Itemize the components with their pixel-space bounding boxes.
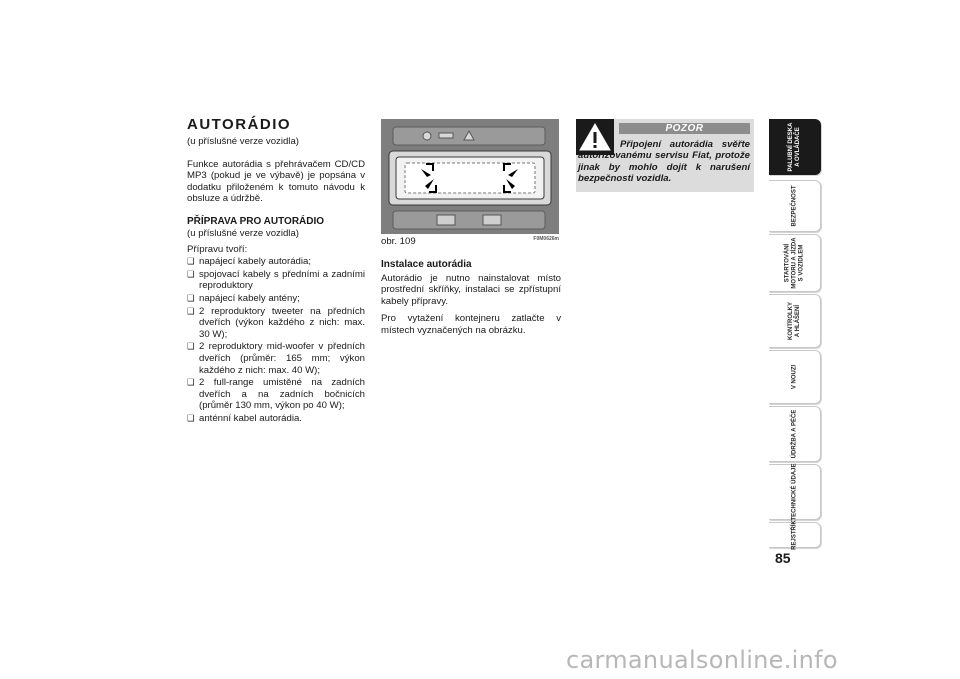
- warning-title: POZOR: [619, 123, 750, 134]
- tab-v-nouzi[interactable]: [769, 350, 821, 404]
- tab-label: KONTROLKY A HLÁŠENÍ: [787, 302, 801, 340]
- install-paragraph-1: Autorádio je nutno nainstalovat místo prostřední skříňky, instalaci se zpřístupní kabely přípravy.: [381, 272, 561, 307]
- section-intro: Funkce autorádia s přehrávačem CD/CD MP3 (pokud je ve výbavě) je popsána v dodatku přiloženém k tomuto návodu k obsluze a údržbě.: [187, 158, 365, 205]
- list-item: ❑ napájecí kabely autorádia;: [187, 256, 365, 268]
- tab-label: V NOUZI: [791, 364, 797, 390]
- watermark: carmanualsonline.info: [566, 646, 838, 674]
- radio-panel-illustration: [381, 119, 559, 234]
- tab-startovani[interactable]: [769, 234, 821, 292]
- install-heading: Instalace autorádia: [381, 259, 472, 270]
- page-number: 85: [775, 550, 791, 566]
- list-item: ❑ spojovací kabely s předními a zadními reproduktory: [187, 269, 365, 292]
- preparation-lead: Přípravu tvoří:: [187, 243, 248, 255]
- preparation-list: [187, 256, 365, 424]
- tab-label: ÚDRŽBA A PÉČE: [791, 409, 797, 459]
- list-item: ❑ 2 reproduktory mid-woofer v předních dveřích (průměr: 165 mm; výkon každého z nich: max. 40 W);: [187, 341, 365, 376]
- text-column-left: [187, 116, 365, 425]
- tab-label: BEZPEČNOST: [791, 185, 797, 227]
- tab-label: STARTOVÁNÍ MOTORU A JÍZDA S VOZIDLEM: [784, 237, 804, 289]
- install-paragraph-2: Pro vytažení kontejneru zatlačte v místech vyznačených na obrázku.: [381, 313, 561, 336]
- list-item: ❑ anténní kabel autorádia.: [187, 413, 365, 425]
- warning-text: Připojení autorádia svěřte autorizovanému servisu Fiat, protože jinak by mohlo dojít k narušení bezpečnosti vozidla.: [578, 139, 750, 185]
- section-title: AUTORÁDIO: [187, 116, 292, 133]
- figure-caption: obr. 109: [381, 236, 416, 247]
- tab-label: REJSTŘÍK: [791, 520, 797, 550]
- preparation-subtitle: (u příslušné verze vozidla): [187, 227, 299, 239]
- preparation-heading: PŘÍPRAVA PRO AUTORÁDIO: [187, 215, 325, 227]
- list-item: ❑ 2 reproduktory tweeter na předních dveřích (výkon každého z nich: max. 30 W);: [187, 306, 365, 341]
- tab-bezpecnost[interactable]: [769, 180, 821, 232]
- tab-label: PALUBNÍ DESKA A OVLÁDAČE: [787, 122, 801, 172]
- text-column-middle: [381, 259, 561, 343]
- figure-radio-panel: [381, 119, 559, 234]
- tab-udrzba[interactable]: [769, 406, 821, 462]
- list-item: ❑ 2 full-range umistěné na zadních dveřích a na zadních bočnicích (průměr 130 mm, výkon po 40 W);: [187, 377, 365, 412]
- figure-caption-row: [381, 236, 559, 247]
- tab-palubni-deska[interactable]: [769, 119, 821, 175]
- tab-label: TECHNICKÉ ÚDAJE: [791, 463, 797, 521]
- tab-rejstrik[interactable]: [769, 522, 821, 548]
- tab-kontrolky[interactable]: [769, 294, 821, 348]
- section-subtitle: (u příslušné verze vozidla): [187, 136, 299, 147]
- list-item: ❑ napájecí kabely antény;: [187, 293, 365, 305]
- figure-code: F0M0626m: [533, 236, 559, 242]
